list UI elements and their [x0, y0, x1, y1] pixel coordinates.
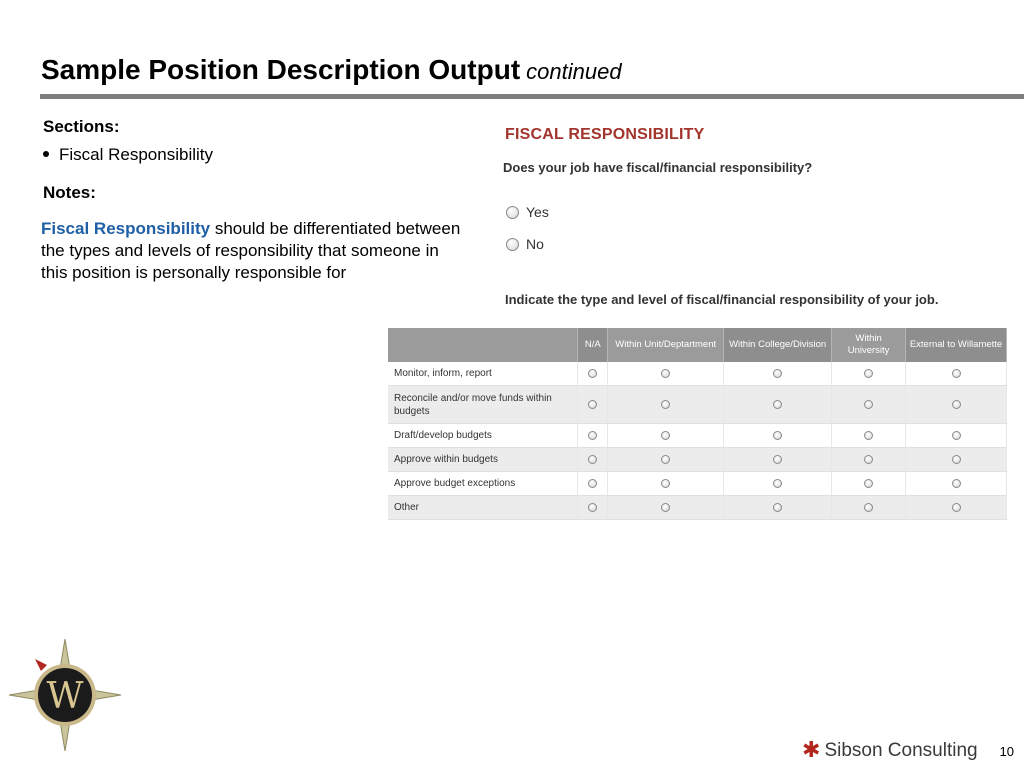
radio-button[interactable] [661, 369, 670, 378]
col-header-university: Within University [832, 328, 906, 362]
notes-body [41, 218, 461, 284]
col-header-na: N/A [578, 328, 608, 362]
compass-pointer-icon [35, 659, 47, 671]
row-label: Reconcile and/or move funds within budgets [388, 386, 578, 424]
sibson-brand [802, 736, 978, 762]
radio-button[interactable] [773, 369, 782, 378]
radio-button[interactable] [588, 400, 597, 409]
radio-no[interactable] [506, 238, 519, 251]
option-no-label: No [526, 236, 544, 252]
radio-button[interactable] [952, 431, 961, 440]
slide-title-main: Sample Position Description Output [41, 54, 521, 85]
radio-button[interactable] [773, 503, 782, 512]
col-header-external: External to Willamette [906, 328, 1007, 362]
notes-text: should be differentiated between the types and levels of responsibility that someone in this position is personally responsible for [41, 219, 461, 282]
radio-button[interactable] [864, 479, 873, 488]
radio-button[interactable] [773, 479, 782, 488]
logo-letter: W [46, 676, 84, 717]
radio-button[interactable] [661, 455, 670, 464]
col-header-unit: Within Unit/Deptartment [608, 328, 724, 362]
radio-button[interactable] [773, 455, 782, 464]
radio-button[interactable] [952, 479, 961, 488]
sections-bullet-item [43, 145, 213, 165]
radio-button[interactable] [588, 431, 597, 440]
matrix-header-row [388, 328, 1007, 362]
radio-button[interactable] [661, 503, 670, 512]
radio-button[interactable] [588, 455, 597, 464]
radio-button[interactable] [952, 400, 961, 409]
willamette-compass-logo [7, 637, 123, 753]
option-yes-label: Yes [526, 204, 549, 220]
radio-button[interactable] [661, 400, 670, 409]
notes-highlight: Fiscal Responsibility [41, 219, 211, 238]
matrix-header-blank [388, 328, 578, 362]
radio-button[interactable] [864, 400, 873, 409]
table-row [388, 472, 1007, 496]
row-label: Draft/develop budgets [388, 424, 578, 448]
slide-title [41, 54, 622, 86]
slide-title-suffix: continued [526, 59, 622, 84]
bullet-dot-icon [43, 151, 49, 157]
radio-button[interactable] [661, 479, 670, 488]
brand-name: Sibson Consulting [824, 740, 978, 761]
question-type-level: Indicate the type and level of fiscal/financial responsibility of your job. [505, 292, 939, 307]
table-row [388, 496, 1007, 520]
table-row [388, 386, 1007, 424]
col-header-college: Within College/Division [724, 328, 832, 362]
radio-button[interactable] [588, 479, 597, 488]
radio-button[interactable] [864, 369, 873, 378]
radio-button[interactable] [773, 400, 782, 409]
radio-button[interactable] [864, 431, 873, 440]
notes-heading: Notes: [43, 183, 96, 202]
row-label: Monitor, inform, report [388, 362, 578, 386]
radio-button[interactable] [864, 503, 873, 512]
radio-button[interactable] [864, 455, 873, 464]
table-row [388, 362, 1007, 386]
responsibility-matrix [388, 328, 1007, 520]
sections-item-label: Fiscal Responsibility [59, 145, 213, 164]
form-title: FISCAL RESPONSIBILITY [505, 126, 705, 143]
radio-yes[interactable] [506, 206, 519, 219]
radio-button[interactable] [661, 431, 670, 440]
row-label: Approve within budgets [388, 448, 578, 472]
question-fiscal-responsibility: Does your job have fiscal/financial responsibility? [503, 160, 813, 175]
radio-button[interactable] [952, 369, 961, 378]
option-yes[interactable] [506, 204, 549, 220]
sibson-star-icon: ✱ [802, 737, 821, 762]
radio-button[interactable] [773, 431, 782, 440]
sections-heading: Sections: [43, 117, 120, 136]
row-label: Other [388, 496, 578, 520]
radio-button[interactable] [952, 455, 961, 464]
row-label: Approve budget exceptions [388, 472, 578, 496]
option-no[interactable] [506, 236, 544, 252]
table-row [388, 448, 1007, 472]
title-divider [40, 94, 1024, 99]
table-row [388, 424, 1007, 448]
radio-button[interactable] [588, 369, 597, 378]
radio-button[interactable] [588, 503, 597, 512]
page-number: 10 [999, 744, 1014, 759]
radio-button[interactable] [952, 503, 961, 512]
